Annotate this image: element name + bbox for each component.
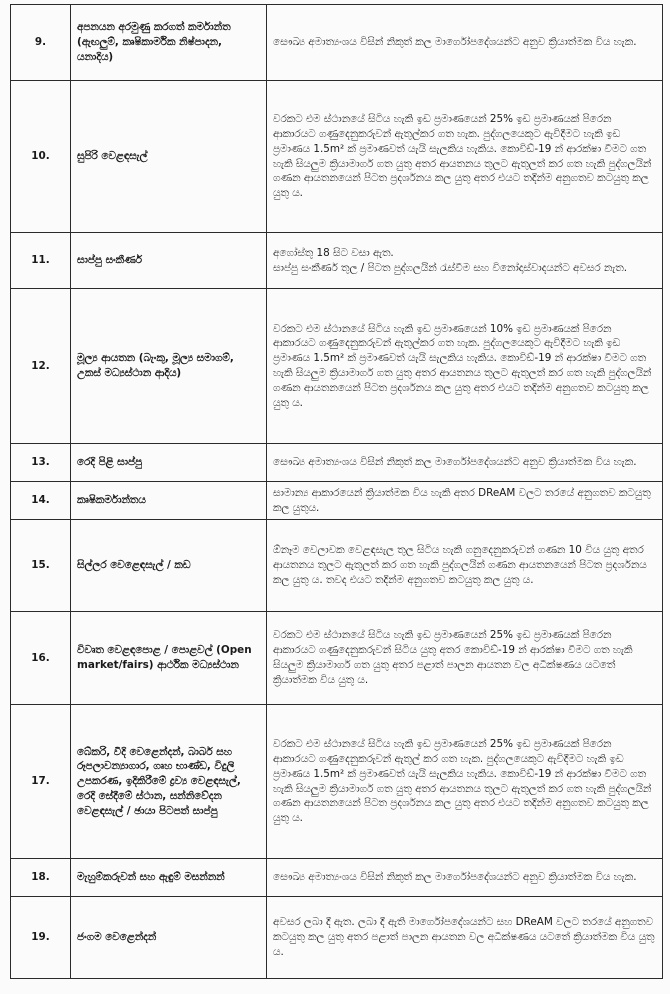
- table-row: [11, 444, 663, 482]
- guideline-cell: සාමාන්‍ය ආකාරයෙන් ක්‍රියාත්මක විය හැකි අතර DReAM වලට තරයේ අනුගතව කටයුතු කල යුතුය.: [267, 482, 663, 520]
- table-row: [11, 612, 663, 705]
- guidelines-table: [10, 4, 663, 979]
- row-number: 17.: [11, 705, 71, 859]
- table-row: [11, 289, 663, 444]
- row-number: 19.: [11, 897, 71, 979]
- table-row: [11, 81, 663, 233]
- guideline-cell: වරකට එම ස්ථානයේ සිටිය හැකි ඉඩ ප්‍රමාණයෙන් 10% ඉඩ ප්‍රමාණයක් පිරෙන ආකාරයට ගණුදෙනුකරුවන් ඇතුල්කර ගත හැක. පුද්ගලයෙකුට ඇවිදීමට හැකි ඉඩ ප්‍රමාණය 1.5m² ක් ප්‍රමාණවත් යැයි සැලකිය හැකිය. කොවිඩ්-19 න් ආරක්ෂා වීමට ගත හැකි සියලුම ක්‍රියාමාර්ග ගත යුතු අතර ආයතනය තුලට ඇතුලත් කර ගත හැකි පුද්ගලයින් ගණන ආයතනයෙන් පිටත ප්‍රදර්ශනය කල යුතු අතර එයට තදින්ම අනුගතව කටයුතු කල යුතු ය.: [267, 289, 663, 444]
- guideline-cell: ඕනෑම වෙලාවක වෙළඳසැල තුල සිටිය හැකි ගනුදෙනුකරුවන් ගණන 10 විය යුතු අතර ආයතනය තුලට ඇතුලත් කර ගත හැකි පුද්ගලයින් ගණන ආයතනයෙන් පිටත ප්‍රදර්ශනය කල යුතු ය. තවද එයට තදින්ම අනුගතව කටයුතු කල යුතු ය.: [267, 520, 663, 612]
- guideline-cell: වරකට එම ස්ථානයේ සිටිය හැකි ඉඩ ප්‍රමාණයෙන් 25% ඉඩ ප්‍රමාණයක් පිරෙන ආකාරයට ගණුදෙනුකරුවන් සිටිය යුතු අතර කොවිඩ්-19 න් ආරක්ෂා වීමට ගත හැකි සියලුම ක්‍රියාමාර්ග ගත යුතු අතර පළාත් පාලන ආයතන වල අධීක්ෂණය යටතේ ක්‍රියාත්මක විය යුතු ය.: [267, 612, 663, 705]
- guideline-cell: සෞඛ්‍ය අමාත්‍යංශය විසින් නිකුත් කල මාර්ගෝපදේශයන්ට අනුව ක්‍රියාත්මක විය හැක.: [267, 5, 663, 81]
- table-row: [11, 482, 663, 520]
- sector-cell: සුපිරි වෙළඳසැල්: [71, 81, 267, 233]
- row-number: 14.: [11, 482, 71, 520]
- table-row: [11, 233, 663, 289]
- guideline-cell: අගෝස්තු 18 සිට වසා ඇත. සාප්පු සංකීර්ණ තුල / පිටත පුද්ගලයින් රැස්වීම සහ විනෝදාස්වාදයන්ට අවසර නැත.: [267, 233, 663, 289]
- row-number: 13.: [11, 444, 71, 482]
- sector-cell: සිල්ලර වෙළෙඳසැල් / කඩ: [71, 520, 267, 612]
- row-number: 10.: [11, 81, 71, 233]
- guideline-cell: සෞඛ්‍ය අමාත්‍යංශය විසින් නිකුත් කල මාර්ගෝපදේශයන්ට අනුව ක්‍රියාත්මක විය හැක.: [267, 859, 663, 897]
- sector-cell: ජංගම වෙළෙන්දන්: [71, 897, 267, 979]
- sector-cell: කෘෂිකර්මාන්තය: [71, 482, 267, 520]
- table-row: [11, 705, 663, 859]
- guideline-cell: සෞඛ්‍ය අමාත්‍යංශය විසින් නිකුත් කල මාර්ගෝපදේශයන්ට අනුව ක්‍රියාත්මක විය හැක.: [267, 444, 663, 482]
- sector-cell: සාප්පු සංකීර්ණ: [71, 233, 267, 289]
- sector-cell: රෙදි පිළි සාප්පු: [71, 444, 267, 482]
- row-number: 16.: [11, 612, 71, 705]
- guideline-cell: වරකට එම ස්ථානයේ සිටිය හැකි ඉඩ ප්‍රමාණයෙන් 25% ඉඩ ප්‍රමාණයක් පිරෙන ආකාරයට ගණුදෙනුකරුවන් ඇතුල් කර ගත හැක. පුද්ගලයෙකුට ඇවිදීමට හැකි ඉඩ ප්‍රමාණය 1.5m² ක් ප්‍රමාණවත් යැයි සැලකිය හැකිය. කොවිඩ්-19 න් ආරක්ෂා වීමට ගත හැකි සියලුම ක්‍රියාමාර්ග ගත යුතු අතර ආයතනය තුලට ඇතුලත් කර ගත හැකි පුද්ගලයින් ගණන ආයතනයෙන් පිටත ප්‍රදර්ශනය කල යුතු අතර එයට තදින්ම අනුගතව කටයුතු කල යුතු ය.: [267, 705, 663, 859]
- sector-cell: විවෘත වෙළඳපොළ / පොළවල් (Open market/fairs) ආර්ථික මධ්‍යස්ථාන: [71, 612, 267, 705]
- row-number: 9.: [11, 5, 71, 81]
- table-row: [11, 859, 663, 897]
- sector-cell: අපනයන අරමුණු කරගත් කර්මාන්ත (ඇඟලුම්, කෘෂිකාර්මික නිෂ්පාදන, යනාදිය): [71, 5, 267, 81]
- row-number: 18.: [11, 859, 71, 897]
- row-number: 12.: [11, 289, 71, 444]
- row-number: 11.: [11, 233, 71, 289]
- table-row: [11, 897, 663, 979]
- guideline-cell: අවසර ලබා දී ඇත. ලබා දී ඇති මාර්ගෝපදේශයන්ට සහ DReAM වලට තරයේ අනුගතව කටයුතු කල යුතු අතර පළාත් පාලන ආයතන වල අධීක්ෂණය යටතේ ක්‍රියාත්මක විය යුතු ය.: [267, 897, 663, 979]
- guideline-cell: වරකට එම ස්ථානයේ සිටිය හැකි ඉඩ ප්‍රමාණයෙන් 25% ඉඩ ප්‍රමාණයක් පිරෙන ආකාරයට ගණුදෙනුකරුවන් ඇතුල්කර ගත හැක. පුද්ගලයෙකුට ඇවිදීමට හැකි ඉඩ ප්‍රමාණය 1.5m² ක් ප්‍රමාණවත් යැයි සැලකිය හැකිය. කොවිඩ්-19 න් ආරක්ෂා වීමට ගත හැකි සියලුම ක්‍රියාමාර්ග ගත යුතු අතර ආයතනය තුලට ඇතුලත් කර ගත හැකි පුද්ගලයින් ගණන ආයතනයෙන් පිටත ප්‍රදර්ශනය කල යුතු අතර එයට තදින්ම අනුගතව කටයුතු කල යුතු ය.: [267, 81, 663, 233]
- sector-cell: බේකරි, වීදි වෙළෙන්දන්, බාබර් සහ රූපලාවන්‍යාගාර, ගෘහ භාණ්ඩ, විදුලි උපකරණ, ඉදිකිරීමේ ද්‍රව්‍ය වෙළඳසැල්, රෙදි සේදීමේ ස්ථාන, සන්නිවේදන වෙළඳසැල් / ඡායා පිටපත් සාප්පු: [71, 705, 267, 859]
- row-number: 15.: [11, 520, 71, 612]
- table-row: [11, 520, 663, 612]
- sector-cell: මූල්‍ය ආයතන (බැංකු, මූල්‍ය සමාගම්, උකස් මධ්‍යස්ථාන ආදිය): [71, 289, 267, 444]
- table-row: [11, 5, 663, 81]
- sector-cell: මැහුම්කරුවන් සහ ඇඳුම් මසන්නන්: [71, 859, 267, 897]
